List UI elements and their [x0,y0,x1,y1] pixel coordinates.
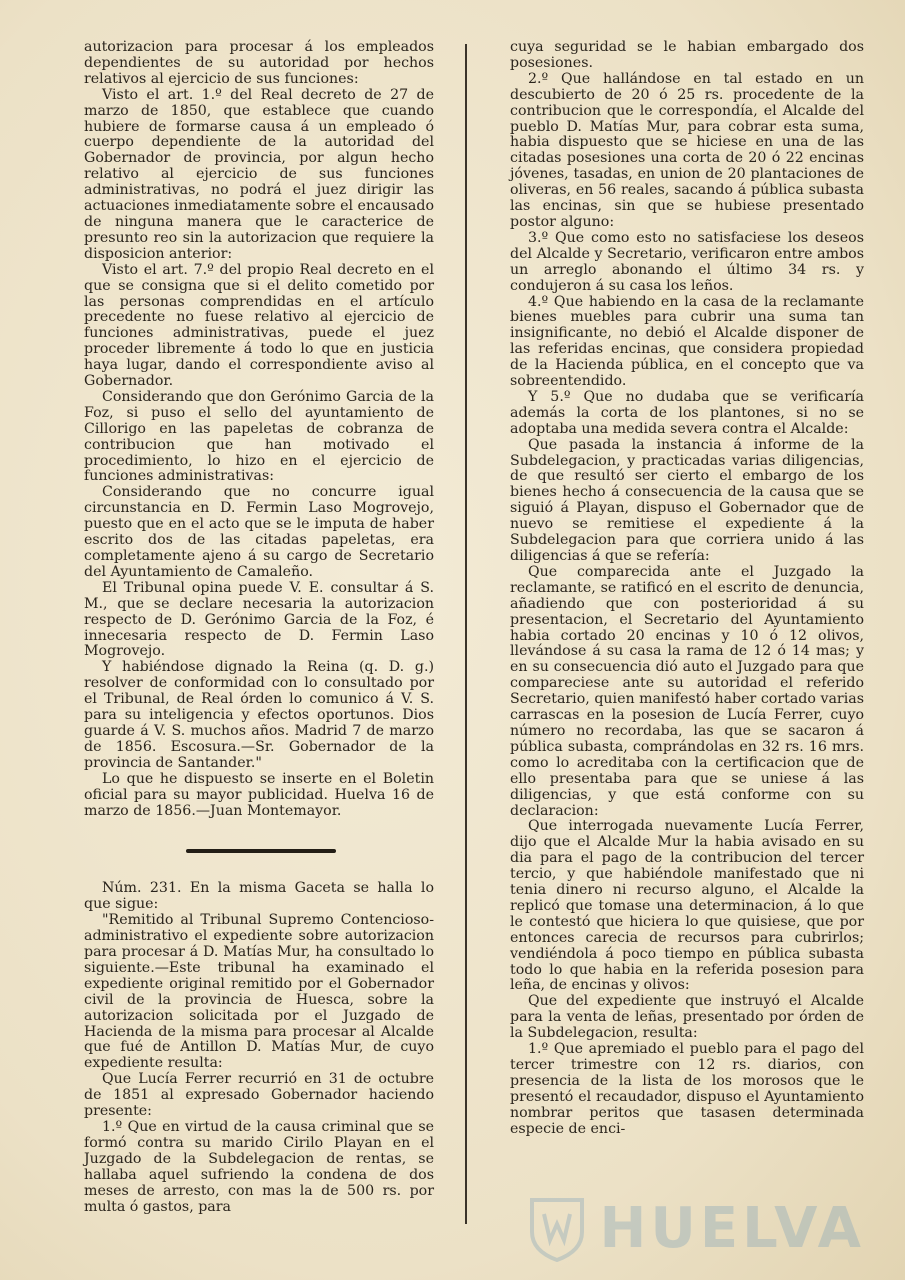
archive-watermark [528,1196,865,1262]
paragraph: Y 5.º Que no dudaba que se verificaría además la corta de los plantones, si no se adoptaba una medida severa contra el Alcalde: [510,388,864,437]
paragraph: 1.º Que apremiado el pueblo para el pago del tercer trimestre con 12 rs. diarios, con presencia de la lista de los morosos que le presentó el recaudador, dispuso el Ayuntamiento nombrar peritos que tasasen determinada especie de enci- [510,1041,864,1137]
paragraph: Que pasada la instancia á informe de la Subdelegacion, y practicadas varias diligencias, de que resultó ser cierto el embargo de los bienes hecho á consecuencia de la causa que se siguió á Playan, dispuso el Gobernador que de nuevo se remitiese el expediente á la Subdelegacion para que corriera unido á las diligencias á que se refería: [510,436,864,564]
article-heading: Núm. 231. En la misma Gaceta se halla lo que sigue: [84,880,434,913]
paragraph: Considerando que don Gerónimo Garcia de la Foz, si puso el sello del ayuntamiento de Cillorigo en las papeletas de cobranza de contribucion que han motivado el procedimiento, lo hizo en el ejercicio de funciones administrativas: [84,388,434,485]
paragraph: autorizacion para procesar á los empleados dependientes de su autoridad por hechos relativos al ejercicio de sus funciones: [84,39,434,87]
paragraph: Visto el art. 7.º del propio Real decreto en el que se consigna que si el delito cometido por las personas comprendidas en el artículo precedente no fuese relativo al ejercicio de funciones administrativas, puede el juez proceder libremente á todo lo que en justicia haya lugar, dando el correspondiente aviso al Gobernador. [84,261,434,390]
shield-icon [528,1196,586,1262]
paragraph: 4.º Que habiendo en la casa de la reclamante bienes muebles para cubrir una suma tan insignificante, no debió el Alcalde disponer de las referidas encinas, que considera propiedad de la Hacienda pública, en el concepto que va sobreentendido. [510,293,864,390]
paragraph: Que comparecida ante el Juzgado la reclamante, se ratificó en el escrito de denuncia, añadiendo que con posterioridad á su presentacion, el Secretario del Ayuntamiento habia cortado 20 encinas y 10 ó 12 olivos, llevándose á su casa la rama de 12 ó 14 mas; y en su consecuencia dió auto el Juzgado para que compareciese ante su autoridad el referido Secretario, quien manifestó haber cortado varias carrascas en la posesion de Lucía Ferrer, cuyo número no recordaba, las que se sacaron á pública subasta, comprándolas en 32 rs. 16 mrs. como lo acreditaba con la certificacion que de ello presentaba para que se uniese á las diligencias, y que está conforme con su declaracion: [510,563,864,819]
paragraph: Visto el art. 1.º del Real decreto de 27 de marzo de 1850, que establece que cuando hubiere de formarse causa á un empleado ó cuerpo dependiente de la autoridad del Gobernador de provincia, por algun hecho relativo al ejercicio de sus funciones administrativas, no podrá el juez dirigir las actuaciones inmediatamente sobre el encausado de ninguna manera que le caracterice de presunto reo sin la autorizacion que requiere la disposicion anterior: [84,86,434,262]
left-column [84,40,434,1215]
section-divider-rule [186,849,336,853]
paragraph: cuya seguridad se le habian embargado dos posesiones. [510,39,864,71]
paragraph: "Remitido al Tribunal Supremo Contencioso-administrativo el expediente sobre autorizacion para procesar á D. Matías Mur, ha consultado lo siguiente.—Este tribunal ha examinado el expediente original remitido por el Gobernador civil de la provincia de Huesca, sobre la autorizacion solicitada por el Juzgado de Hacienda de la misma para procesar al Alcalde que fué de Antillon D. Matías Mur, de cuyo expediente resulta: [84,912,434,1072]
paragraph: 2.º Que hallándose en tal estado en un descubierto de 20 ó 25 rs. procedente de la contribucion que le correspondía, el Alcalde del pueblo D. Matías Mur, para cobrar esta suma, habia dispuesto que se hiciese en una de las citadas posesiones una corta de 20 ó 22 encinas jóvenes, tasadas, en union de 20 plantaciones de oliveras, en 56 reales, sacando á pública subasta las encinas, sin que se hubiese presentado postor alguno: [510,70,864,230]
paragraph: 3.º Que como esto no satisfaciese los deseos del Alcalde y Secretario, verificaron entre ambos un arreglo abonando el último 34 rs. y condujeron á su casa los leños. [510,229,864,294]
paragraph: 1.º Que en virtud de la causa criminal que se formó contra su marido Cirilo Playan en el Juzgado de la Subdelegacion de rentas, se hallaba aquel sufriendo la condena de dos meses de arresto, con mas la de 500 rs. por multa ó gastos, para [84,1119,434,1215]
paragraph: Que Lucía Ferrer recurrió en 31 de octubre de 1851 al expresado Gobernador haciendo presente: [84,1071,434,1120]
paragraph: El Tribunal opina puede V. E. consultar á S. M., que se declare necesaria la autorizacion respecto de D. Gerónimo Garcia de la Foz, é innecesaria respecto de D. Fermin Laso Mogrovejo. [84,579,434,660]
column-divider [465,44,467,1224]
right-column [510,40,864,1138]
paragraph: Que del expediente que instruyó el Alcalde para la venta de leñas, presentado por órden de la Subdelegacion, resulta: [510,993,864,1042]
paragraph: Considerando que no concurre igual circunstancia en D. Fermin Laso Mogrovejo, puesto que en el acto que se le imputa de haber escrito dos de las citadas papeletas, era completamente ajeno á su cargo de Secretario del Ayuntamiento de Camaleño. [84,484,434,580]
paragraph: Que interrogada nuevamente Lucía Ferrer, dijo que el Alcalde Mur la habia avisado en su dia para el pago de la contribucion del tercer tercio, y que habiéndole manifestado que ni tenia dinero ni recurso alguno, el Alcalde la replicó que tomase una determinacion, á lo que le contestó que hiciera lo que quisiese, que por entonces carecia de recursos para cubrirlos; vendiéndola á poco tiempo en pública subasta todo lo que habia en la referida posesion para leña, de encinas y olivos: [510,818,864,994]
paragraph: Lo que he dispuesto se inserte en el Boletin oficial para su mayor publicidad. Huelva 16 de marzo de 1856.—Juan Montemayor. [84,770,434,819]
paragraph: Y habiéndose dignado la Reina (q. D. g.) resolver de conformidad con lo consultado por el Tribunal, de Real órden lo comunico á V. S. para su inteligencia y efectos oportunos. Dios guarde á V. S. muchos años. Madrid 7 de marzo de 1856. Escosura.—Sr. Gobernador de la provincia de Santander." [84,659,434,771]
watermark-text: HUELVA [599,1196,865,1261]
